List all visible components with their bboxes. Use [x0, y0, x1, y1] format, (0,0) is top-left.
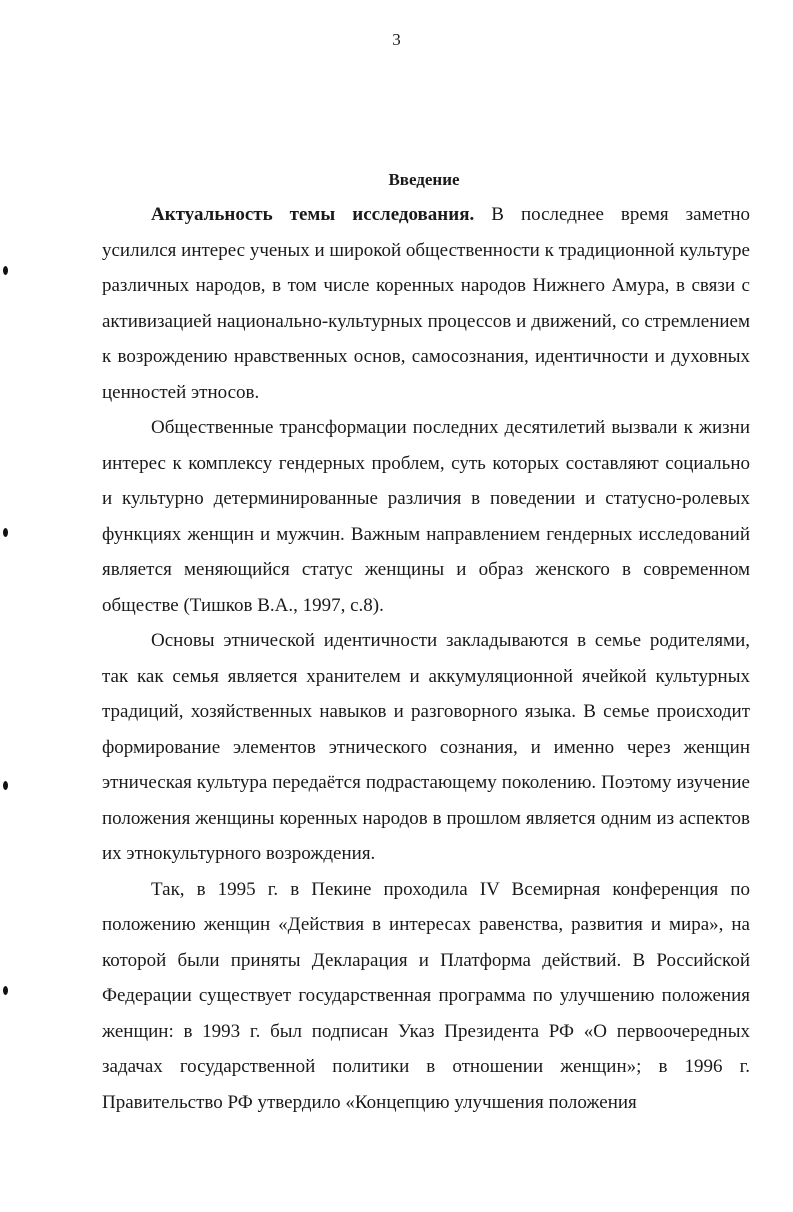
paragraph-text: Так, в 1995 г. в Пекине проходила IV Всемирная конференция по положению женщин «Действия в интересах равенства, развития и мира», на которой были приняты Декларация и Платформа действий. В Российской Федерации существует государственная программа по улучшению положения женщин: в 1993 г. был подписан Указ Президента РФ «О первоочередных задачах государственной политики в отношении женщин»; в 1996 г. Правительство РФ утвердило «Концепцию улучшения положения	[102, 878, 750, 1113]
paragraph-social-transformations	[102, 410, 750, 623]
section-heading: Введение	[388, 170, 460, 189]
paragraph-text: Основы этнической идентичности закладываются в семье родителями, так как семья является хранителем и аккумуляционной ячейкой культурных традиций, хозяйственных навыков и разговорного языка. В семье происходит формирование элементов этнического сознания, и именно через женщин этническая культура передаётся подрастающему поколению. Поэтому изучение положения женщины коренных народов в прошлом является одним из аспектов их этнокультурного возрождения.	[102, 630, 750, 864]
binding-hole-mark	[3, 266, 8, 275]
paragraph-lead: Актуальность темы исследования.	[151, 204, 475, 225]
paragraph-text: Общественные трансформации последних десятилетий вызвали к жизни интерес к комплексу гендерных проблем, суть которых составляют социально и культурно детерминированные различия в поведении и статусно-ролевых функциях женщин и мужчин. Важным направлением гендерных исследований является меняющийся статус женщины и образ женского в современном обществе (Тишков В.А., 1997, с.8).	[102, 417, 750, 616]
paragraph-ethnic-identity	[102, 623, 750, 872]
binding-hole-mark	[3, 781, 8, 790]
paragraph-relevance	[102, 197, 750, 410]
page-number: 3	[392, 30, 401, 49]
binding-hole-mark	[3, 528, 8, 537]
paragraph-beijing-conference	[102, 872, 750, 1121]
body-text	[102, 197, 750, 1120]
paragraph-text: В последнее время заметно усилился интерес ученых и широкой общественности к традиционной культуре различных народов, в том числе коренных народов Нижнего Амура, в связи с активизацией национально-культурных процессов и движений, со стремлением к возрождению нравственных основ, самосознания, идентичности и духовных ценностей этносов.	[102, 204, 750, 403]
binding-hole-mark	[3, 986, 8, 995]
